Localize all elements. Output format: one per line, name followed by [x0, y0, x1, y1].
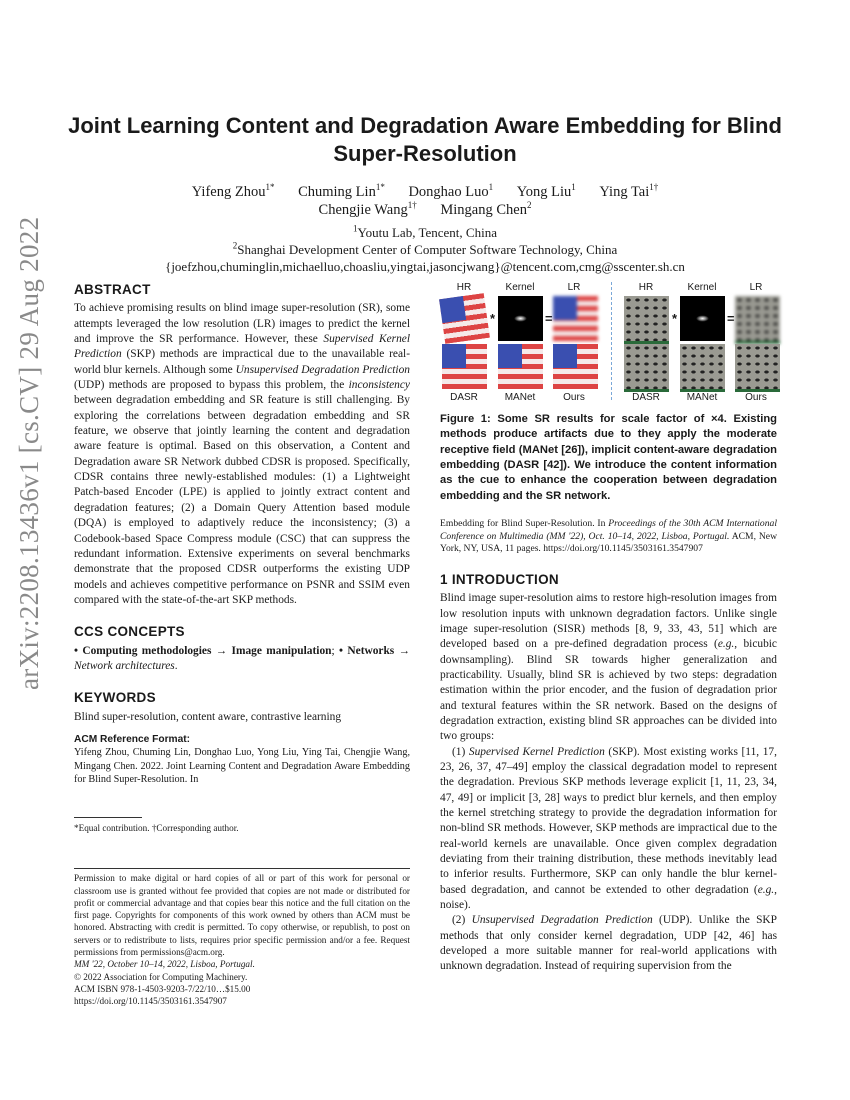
ccs-heading: CCS CONCEPTS [74, 624, 185, 640]
figure-label: HR [456, 282, 472, 293]
figure-label: MANet [686, 392, 718, 403]
abstract-heading: ABSTRACT [74, 282, 151, 297]
figure-label: LR [749, 282, 763, 293]
figure-label: Kernel [687, 282, 717, 293]
author: Chengjie Wang$^{1\dagger}$ [318, 200, 417, 218]
hr-metal-image [624, 296, 669, 344]
lr-metal-image [735, 296, 780, 344]
dasr-flag-image [442, 344, 487, 389]
author: Donghao Luo$^1$ [408, 182, 494, 200]
ccs-text: • Computing methodologies → Image manipulation; • Networks → Network architectures. [74, 644, 410, 672]
figure-label: Ours [563, 392, 585, 403]
convolution-symbol: * [672, 311, 678, 326]
ours-flag-image [553, 344, 598, 389]
figure-label: Ours [745, 392, 767, 403]
manet-flag-image [498, 344, 543, 389]
author: Mingang Chen$^2$ [440, 200, 532, 218]
introduction-heading: 1 INTRODUCTION [440, 571, 559, 587]
footnote-rule [74, 817, 142, 818]
author: Yifeng Zhou$^{1*}$ [191, 182, 275, 200]
figure-label: HR [638, 282, 654, 293]
keywords-text: Blind super-resolution, content aware, contrastive learning [74, 710, 342, 723]
dasr-metal-image [624, 344, 669, 392]
acm-reference: ACM Reference Format: Yifeng Zhou, Chuming Lin, Donghao Luo, Yong Liu, Ying Tai, Chengjie Wang, Mingang Chen. 2022. Joint Learning Content and Degradation Aware Embedding for Blind Super-Resolution. In [74, 733, 410, 786]
footnote: *Equal contribution. †Corresponding author. [74, 822, 239, 833]
equals-symbol: = [545, 311, 553, 326]
equals-symbol: = [727, 311, 735, 326]
left-column [74, 282, 410, 1008]
figure-label: Kernel [505, 282, 535, 293]
emails: {joefzhou,chuminglin,michaelluo,choasliu,yingtai,jasoncjwang}@tencent.com,cmg@sscenter.sh.cn [165, 259, 685, 274]
permission-block: Permission to make digital or hard copies of all or part of this work for personal or classroom use is granted without fee provided that copies are not made or distributed for profit or commercial advantage and that copies bear this notice and the full citation on the first page. Copyrights for components of this work owned by others than ACM must be honored. Abstracting with credit is permitted. To copy otherwise, or republish, to post on servers or to redistribute to lists, requires prior specific permission and/or a fee. Request permissions from permissions@acm.org. MM '22, October 10–14, 2022, Lisboa, Portugal. © 2022 Association for Computing Machinery. ACM ISBN 978-1-4503-9203-7/22/10…$15.00 https://doi.org/10.1145/3503161.3547907 [74, 873, 410, 1007]
figure-label: DASR [450, 392, 478, 403]
author: Ying Tai$^{1\dagger}$ [599, 182, 659, 200]
affiliations [60, 224, 790, 275]
permission-rule [74, 868, 410, 869]
affiliation: $^2$Shanghai Development Center of Computer Software Technology, China [232, 240, 618, 257]
figure-label: MANet [504, 392, 536, 403]
right-column [440, 282, 777, 975]
author: Yong Liu$^1$ [516, 182, 576, 200]
intro-paragraph: (1) Supervised Kernel Prediction (SKP). Most existing works [11, 17, 23, 26, 37, 47–49] employ the classical degradation model to represent the degradation. Previous SKP methods leverage explicit [1, 11, 23, 34, 47, 49] or implicit [3, 28] ways to predict blur kernels, and then employ the kernel stretching strategy to provide the degradation information for non-blind SR methods. However, SKP methods are impractical due to the real-world kernels are unavailable. Once given complex degradation deviating from their training distribution, these methods inevitably lead to inferior results. Furthermore, SKP can only handle the blur kernel-based degradation, and cannot be extended to other degradation (e.g., noise). [440, 745, 777, 912]
author: Chuming Lin$^{1*}$ [298, 182, 385, 200]
figure-label: DASR [632, 392, 660, 403]
figure-label: LR [567, 282, 581, 293]
kernel-image [498, 296, 543, 341]
paper-title: Joint Learning Content and Degradation Aware Embedding for Blind Super-Resolution [68, 113, 782, 166]
acm-reference-continued: Embedding for Blind Super-Resolution. In Proceedings of the 30th ACM International Conference on Multimedia (MM '22), Oct. 10–14, 2022, Lisboa, Portugal. ACM, New York, NY, USA, 11 pages. https://doi.org/10.1145/3503161.3547907 [440, 518, 777, 555]
lr-flag-image [553, 296, 598, 341]
figure-caption: Figure 1: Some SR results for scale factor of ×4. Existing methods produce artifacts due to they apply the moderate receptive field (MANet [26]), implicit content-aware degradation embedding (DASR [42]). We introduce the content information as the cue to enhance the cooperation between degradation embedding and the SR network. [440, 413, 777, 502]
intro-paragraph: (2) Unsupervised Degradation Prediction (UDP). Unlike the SKP methods that only consider kernel degradation, UDP [42, 46] has developed a more suitable manner for real-world applications with unknown degradation. Instead of requiring supervision from the [440, 914, 777, 973]
hr-flag-image [439, 293, 490, 344]
convolution-symbol: * [490, 311, 496, 326]
ours-metal-image [735, 344, 780, 392]
author-list [60, 183, 790, 219]
arxiv-sidebar-stamp: arXiv:2208.13436v1 [cs.CV] 29 Aug 2022 [14, 216, 44, 690]
affiliation: $^1$Youtu Lab, Tencent, China [353, 223, 497, 240]
keywords-heading: KEYWORDS [74, 690, 156, 706]
kernel-image [680, 296, 725, 341]
abstract-text: To achieve promising results on blind image super-resolution (SR), some attempts leveraged the low resolution (LR) images to predict the kernel and improve the SR performance. However, these Supervised Kernel Prediction (SKP) methods are impractical due to the unavailable real-world blur kernels. Although some Unsupervised Degradation Prediction (UDP) methods are proposed to bypass this problem, the inconsistency between degradation embedding and SR feature is still challenging. By exploring the correlations between degradation embedding and SR feature, we observe that jointly learning the content and degradation aware feature is optimal. Based on this observation, a Content and Degradation aware SR Network dubbed CDSR is proposed. Specifically, CDSR contains three newly-established modules: (1) a Lightweight Patch-based Encoder (LPE) is applied to jointly extract content and degradation features; (2) a Domain Query Attention based module (DQA) is employed to adaptively reduce the inconsistency; (3) a Codebook-based Space Compress module (CSC) that can suppress the redundant information. Extensive experiments on several benchmarks demonstrate that the proposed CDSR outperforms the existing UDP models and achieves competitive performance on PSNR and SSIM even compared with the state-of-the-art SKP methods. [74, 302, 410, 606]
intro-paragraph: Blind image super-resolution aims to restore high-resolution images from low resolution inputs with unknown degradation factors. Unlike single image super-resolution (SISR) methods [8, 9, 33, 43, 51] which are developed based on a pre-defined degradation process (e.g., bicubic downsampling). Blind SR towards higher generalization and practicability. Usually, blind SR is achieved by two steps: degradation estimation within the prior encoder, and the fusion of degradation prior and textural features within the SR network. Based on the designs of degradation extraction, existing blind SR approaches can be divided into two groups: [440, 592, 777, 743]
figure-divider [611, 282, 612, 400]
manet-metal-image [680, 344, 725, 392]
figure-1 [440, 282, 777, 408]
